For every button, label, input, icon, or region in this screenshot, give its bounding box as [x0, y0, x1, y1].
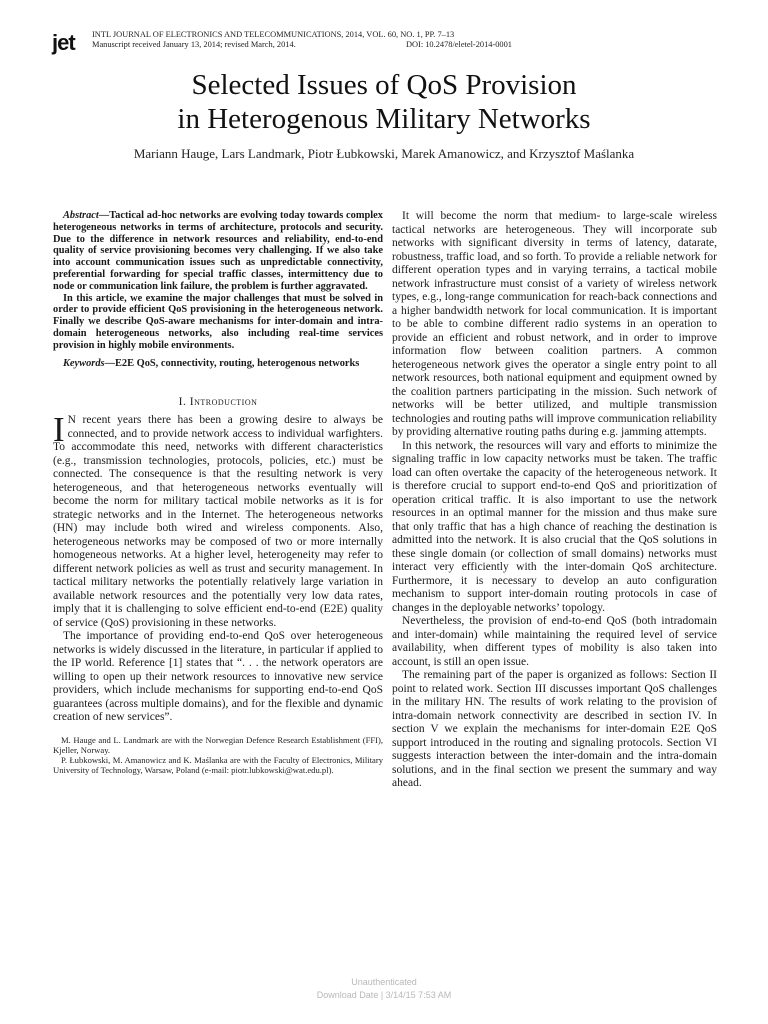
abstract-text-1: —Tactical ad-hoc networks are evolving today towards complex heterogeneous networks in terms of architecture, protocols and security. Due to the difference in network resources and reliability, end-to-end quality of service provisioning becomes very challenging. If we also take into account communication issues such as unpredictable connectivity, preferential forwarding for special traffic classes, intermittency due to node or communication link failure, the problem is further aggravated.: [53, 210, 383, 292]
title-line-1: Selected Issues of QoS Provision: [191, 69, 577, 101]
body-paragraph: The remaining part of the paper is organized as follows: Section II point to related work. Section III discusses important QoS challenges in the military HN. The results of work relating to the provision of intra-domain network connectivity are described in section IV. In section V we explain the mechanisms for inter-domain E2E QoS support introduced in the routing and signaling protocols. Section VI suggests interaction between the inter-domain and the intra-domain solutions, and in the final section we present the summary and way ahead.: [392, 669, 717, 789]
body-paragraph: Nevertheless, the provision of end-to-end QoS (both intradomain and inter-domain) while maintaining the required level of service availability, when different types of mobility is also taken into account, is still an open issue.: [392, 615, 717, 668]
intro-paragraph-2: The importance of providing end-to-end QoS over heterogeneous networks is widely discussed in the literature, in particular if applied to the IP world. Reference [1] states that “. . . the network operators are willing to open up their network resources to innovative new service providers, which include mechanisms for supporting end-to-end QoS guarantees (across multiple domains), and for the flexible and dynamic creation of new services”.: [53, 630, 383, 724]
doi: DOI: 10.2478/eletel-2014-0001: [405, 40, 512, 49]
footnote-1: M. Hauge and L. Landmark are with the Norwegian Defence Research Establishment (FFI), Kjeller, Norway.: [53, 734, 383, 756]
author-list: Mariann Hauge, Lars Landmark, Piotr Łubkowski, Marek Amanowicz, and Krzysztof Maślanka: [133, 146, 635, 161]
body-paragraph: In this network, the resources will vary and efforts to minimize the signaling traffic in low capacity networks must be taken. The traffic load can often overtake the capacity of the heterogeneous network. It is therefore crucial to support end-to-end QoS and prioritization of operation critical traffic. It is also important to use the network resources in an optimal manner for the mission and thus make sure that only traffic that has a high chance of reaching the destination is admitted into the network. It is also crucial that the QoS solutions in these single domain (or collection of small domains) networks must interact very efficiently with the inter-domain QoS architecture. Furthermore, it is necessary to develop an auto configuration mechanism to support inter-domain routing protocols in case of changes in the deployable networks’ topology.: [392, 439, 717, 614]
section-title: Introduction: [189, 395, 258, 409]
manuscript-dates: Manuscript received January 13, 2014; revised March, 2014.: [92, 40, 296, 49]
watermark-auth: Unauthenticated: [351, 977, 417, 987]
paper-title: [0, 68, 768, 136]
title-line-2: in Heterogenous Military Networks: [177, 103, 591, 135]
introduction-body: [53, 410, 383, 725]
keywords-label: Keywords: [63, 357, 105, 369]
abstract-text-2: In this article, we examine the major challenges that must be solved in order to provide efficient QoS provisioning in the heterogeneous network. Finally we describe QoS-aware mechanisms for inter-domain and intra-domain heterogeneous networks, also including real-time services provision in highly mobile environments.: [53, 292, 383, 351]
author-footnotes: [53, 735, 383, 776]
intro-paragraph-1: N recent years there has been a growing desire to always be connected, and to provide network access to individual warfighters. To accommodate this need, networks with different characteristics (e.g., transmission technologies, protocols, policies, etc.) must be connected. The consequence is that the resulting network is very heterogeneous, and that heterogeneous networks eventually will become the norm for military tactical mobile networks as it is for strategic networks and in the Internet. The heterogeneous networks (HN) may include both wired and wireless components. Also, heterogeneous networks may be composed of two or more internally homogeneous networks. At a higher level, heterogeneity may refer to different network policies as well as trust and security management. In tactical military networks the potentially relatively large variation in available network resources and the potentially very low data rates, imply that it is challenging to solve efficient end-to-end (E2E) quality of service (QoS) provisioning in these networks.: [53, 414, 383, 629]
journal-citation: INTL JOURNAL OF ELECTRONICS AND TELECOMMUNICATIONS, 2014, VOL. 60, NO. 1, PP. 7–13: [92, 30, 455, 39]
manuscript-info: [92, 40, 512, 50]
journal-logo: jet: [52, 30, 75, 55]
left-column: [53, 210, 383, 776]
body-paragraph: It will become the norm that medium- to large-scale wireless tactical networks are heterogeneous. They will incorporate sub networks with significant diversity in terms of latency, datarate, robustness, traffic load, and so forth. To provide a reliable network for different operation types and in varying terrains, a tactical mobile network infrastructure must consist of a variety of wireless network types, e.g., long-range communication for reach-back connections and a higher bandwidth network for local communication. It is important to be able to combine different radio systems in an operation to provide an efficient and robust network, and in order to improve information flow between coalition partners. A common heterogeneous network gives the operator a single entry point to all network resources, both national equipment and equipment owned by the coalition partners participating in the mission. Such network of networks will be better utilized, and multiple transmission technologies and routing paths will improve communication reliability by providing alternative routing paths during e.g. jamming attempts.: [392, 210, 717, 438]
keywords-text: —E2E QoS, connectivity, routing, heterogenous networks: [104, 357, 360, 369]
drop-cap: I: [53, 410, 65, 450]
section-heading-introduction: [53, 395, 383, 408]
footnote-2: P. Łubkowski, M. Amanowicz and K. Maślanka are with the Faculty of Electronics, Military University of Technology, Warsaw, Poland (e-mail: piotr.lubkowski@wat.edu.pl).: [53, 755, 383, 776]
section-number: I.: [178, 395, 187, 409]
abstract: [53, 210, 383, 369]
abstract-label: Abstract: [63, 210, 99, 221]
watermark-download-date: Download Date | 3/14/15 7:53 AM: [316, 990, 452, 1000]
right-column: [392, 210, 717, 791]
